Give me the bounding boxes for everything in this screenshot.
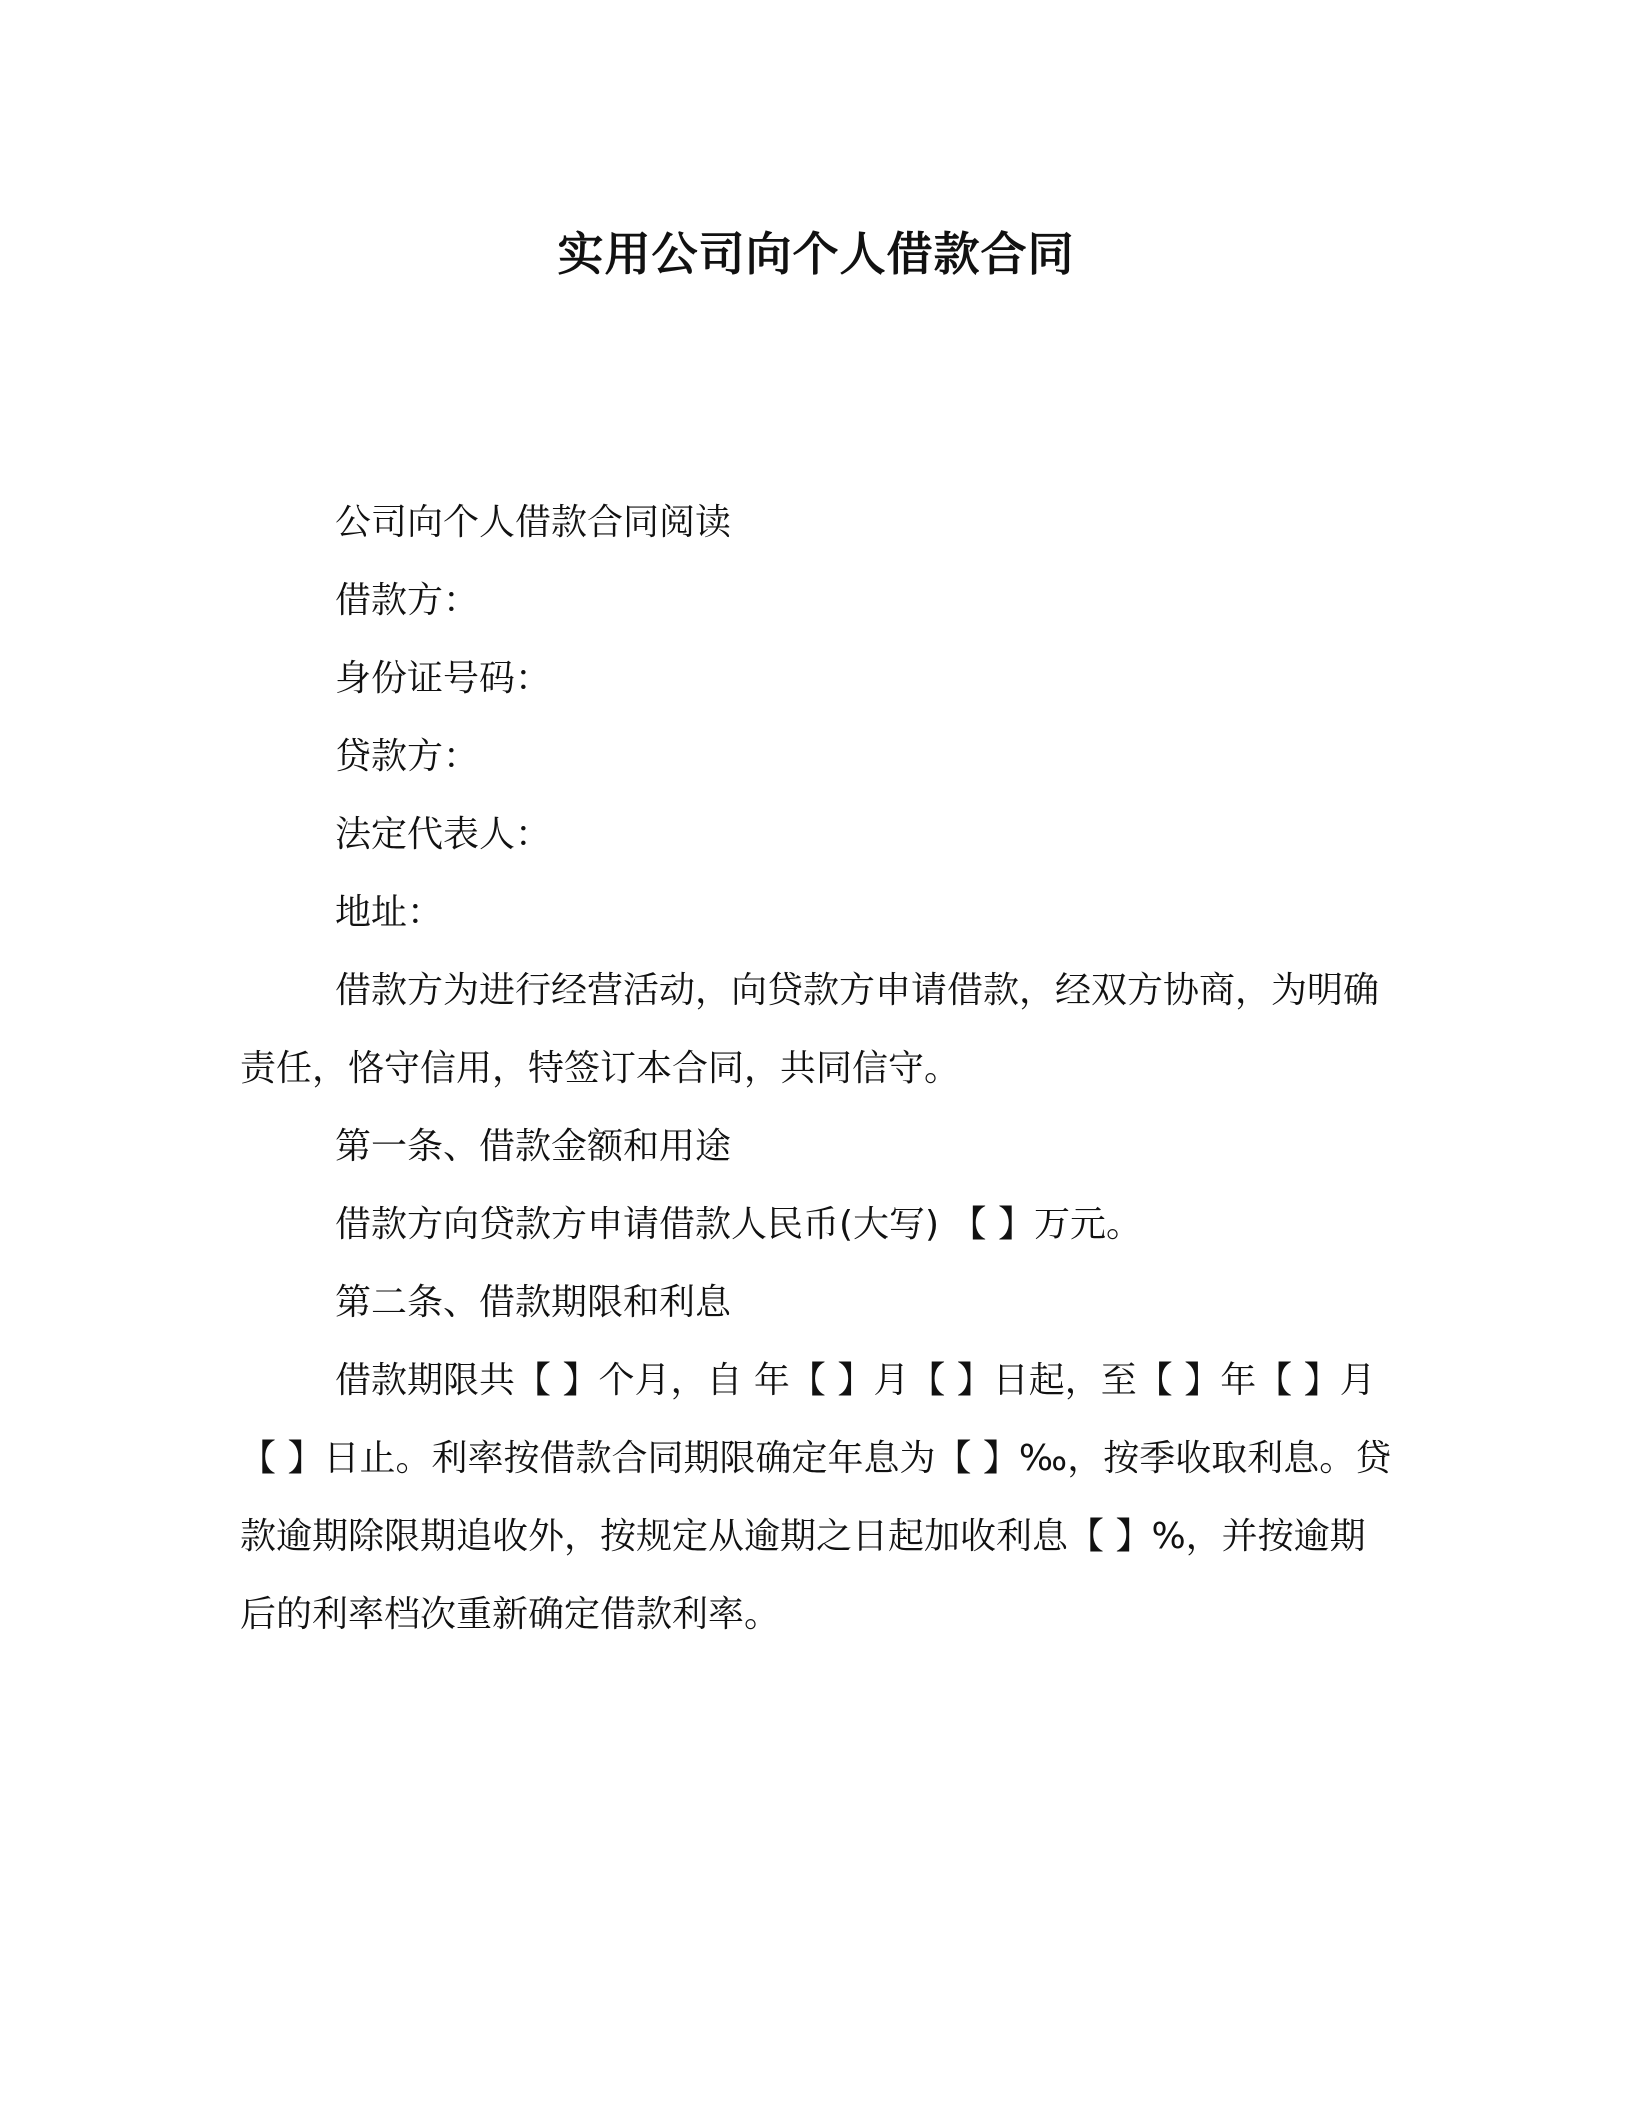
paragraph-article-2-heading: 第二条、借款期限和利息 bbox=[335, 1282, 732, 1323]
paragraph-address: 地址： bbox=[335, 892, 444, 933]
paragraph-reading-heading: 公司向个人借款合同阅读 bbox=[335, 502, 732, 543]
document-title: 实用公司向个人借款合同 bbox=[557, 227, 1075, 281]
paragraph-id-number: 身份证号码： bbox=[335, 658, 552, 699]
paragraph-preamble: 借款方为进行经营活动，向贷款方申请借款，经双方协商，为明确责任，恪守信用，特签订本合同，共同信守。 bbox=[240, 970, 1380, 1089]
paragraph-legal-representative: 法定代表人： bbox=[335, 814, 552, 855]
paragraph-article-1-heading: 第一条、借款金额和用途 bbox=[335, 1126, 732, 1167]
document-body bbox=[240, 484, 1400, 1654]
paragraph-article-2-body: 借款期限共【 】个月，自 年【 】月【 】日起，至【 】年【 】月【 】日止。利率按借款合同期限确定年息为【 】‰，按季收取利息。贷款逾期除限期追收外，按规定从逾期之日起加收利息【 】%，并按逾期后的利率档次重新确定借款利率。 bbox=[240, 1360, 1392, 1635]
paragraph-borrower: 借款方： bbox=[335, 580, 480, 621]
paragraph-article-1-body: 借款方向贷款方申请借款人民币(大写) 【 】万元。 bbox=[335, 1204, 1142, 1245]
paragraph-lender: 贷款方： bbox=[335, 736, 480, 777]
